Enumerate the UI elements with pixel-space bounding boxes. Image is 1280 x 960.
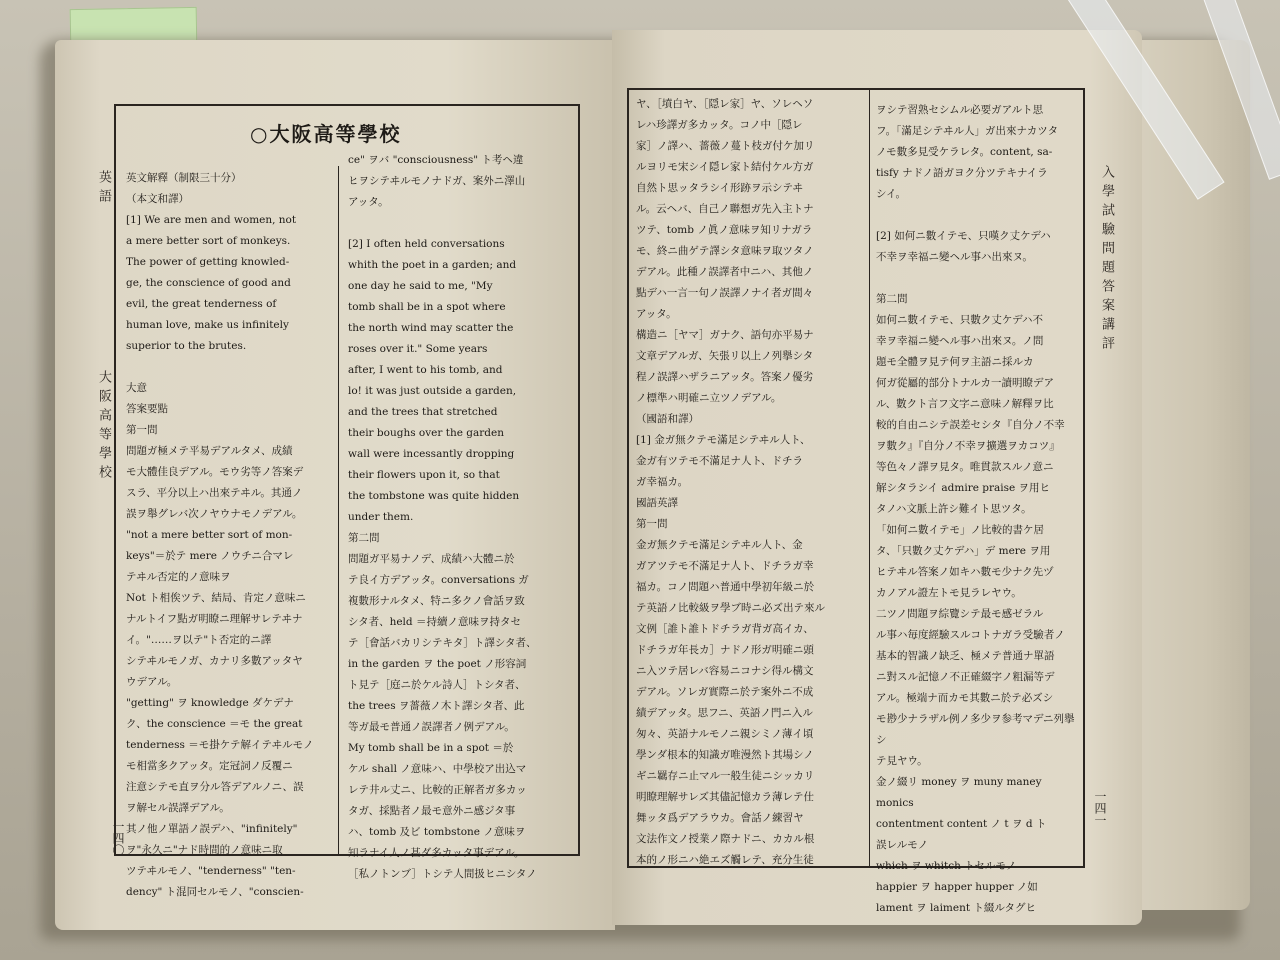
right-col2-line: 二ツノ問題ヲ綜覽シテ最モ感ゼラル [876,608,1044,620]
left-col2-line: 第二問 [348,532,380,544]
left-col1-line: テヰル否定的ノ意味ヲ [126,571,231,583]
right-col1-line: 國語英譯 [636,497,678,509]
left-side-subject: 英語 [96,170,111,208]
right-col2-line: アル。極端ナ而カモ其數ニ於テ必ズシ [876,692,1054,704]
right-col1-line: 匆々、英語ナルモノニ親シミノ薄イ頃 [636,728,814,740]
left-col1-line: 英文解釋（制限三十分） [126,172,242,184]
right-col1-line: ルヨリモ宋シイ隠レ家ト結付ケル方ガ [636,161,814,173]
left-col2-line: タガ、採點者ノ最モ意外ニ感ジタ事 [348,805,516,817]
left-col1-line: Not ト相俟ツテ、結局、肯定ノ意味ニ [126,592,306,604]
left-col2-line: under them. [348,511,414,523]
left-col2-line: テ良イ方デアッタ。conversations ガ [348,574,529,586]
left-col2-line: ハ、tomb 及ビ tombstone ノ意味ヲ [348,826,526,838]
right-col1-line: 明瞭理解サレズ其儘記憶カラ薄レテ仕 [636,791,814,803]
right-col1-line: 文例［誰ト誰トドチラガ背ガ高イカ、 [636,623,814,635]
left-col1-line: ク、the conscience ＝モ the great [126,718,303,730]
left-col2-line: lo! it was just outside a garden, [348,385,517,397]
left-col1-line: 其ノ他ノ單語ノ誤デハ、"infinitely" [126,823,298,835]
right-col1-line: 績デアッタ。思フニ、英語ノ門ニ入ル [636,707,813,719]
left-col1-line: イ。"……ヲ以テ"ト否定的ニ譯 [126,634,272,646]
left-col2-line: their boughs over the garden [348,427,504,439]
right-col2-line [876,268,1078,289]
left-col1-line: [1] We are men and women, not [126,214,297,226]
left-col1-line: dency" ト混同セルモノ、"conscien- [126,886,304,898]
left-col1-line: keys"＝於テ mere ノウチニ合マレ [126,550,294,562]
left-col1-line: superior to the brutes. [126,340,247,352]
left-col2-line: in the garden ヲ the poet ノ形容詞 [348,658,527,670]
right-col1-line: 構造ニ［ヤマ］ガナク、語句亦平易ナ [636,329,814,341]
right-col1-line: 第一問 [636,518,668,530]
right-col1-line: アッタ。 [636,308,677,320]
right-column-1 [636,94,868,871]
right-col2-line: シイ。 [876,188,907,200]
left-page-number: 一四〇 [111,820,125,856]
right-col2-line: 基本的智識ノ缺乏、極メテ普通ナ單語 [876,650,1055,662]
left-col2-line: the north wind may scatter the [348,322,514,334]
right-col2-line: ヲシテ習熟セシムル必要ガアルト思 [876,104,1044,116]
right-col2-line: タノハ文脈上許シ難イト思ツタ。 [876,503,1032,515]
right-col2-line: 第二問 [876,293,908,305]
left-col2-line: the tombstone was quite hidden [348,490,520,502]
right-col2-line: ヒテヰル答案ノ如キハ數モ少ナク先ヅ [876,566,1054,578]
right-col1-line: 本的ノ形ニハ絶エズ觸レテ、充分生徒 [636,854,814,866]
left-side-school: 大阪高等學校 [96,370,111,484]
left-col1-line: The power of getting knowled- [126,256,290,268]
right-col2-line: 幸ヲ幸福ニ變ヘル事ハ出來ヌ。ノ問 [876,335,1044,347]
left-col2-line: ［私ノトンブ］トシテ人間扱ヒニシタノ [348,868,537,880]
right-col1-line: 學ンダ根本的知識ガ唯漫然ト其場シノ [636,749,814,761]
left-col1-line: 問題ガ極メテ平易デアルタメ、成績 [126,445,293,457]
left-col2-line: whith the poet in a garden; and [348,259,517,271]
left-col1-line: human love, make us infinitely [126,319,289,331]
right-side-title: 入學試驗問題答案講評 [1099,165,1114,355]
page-title: ○大阪高等學校 [250,122,402,146]
left-col2-line: after, I went to his tomb, and [348,364,503,376]
right-col2-line: 較的自由ニシテ誤差セシタ『自分ノ不幸 [876,419,1065,431]
left-col2-line: ケル shall ノ意味ハ、中學校ア出込マ [348,763,527,775]
right-col1-line: 自然ト思ッタラシイ形跡ヲ示シテヰ [636,182,804,194]
right-col2-line: ニ對スル記憶ノ不正確綴字ノ粗漏等デ [876,671,1055,683]
right-col2-line: 誤レルモノ [876,839,929,851]
right-col2-line: フ。「滿足シテヰル人」ガ出來ナカツタ [876,125,1059,137]
right-col2-line: タ、「只數ク丈ケデハ」デ mere ヲ用 [876,545,1051,557]
left-col2-line: 等ガ最モ普通ノ誤譯者ノ例デアル。 [348,721,515,733]
left-col1-line: ヲ"永久ニ"ナド時間的ノ意味ニ取 [126,844,283,856]
right-col1-line: [1] 金ガ無クテモ滿足シテヰル人ト、 [636,434,811,446]
left-col2-line: ヒヲシテヰルモノナドガ、案外ニ澤山 [348,175,526,187]
left-col2-line [348,213,572,234]
right-col1-line: 福カ。コノ問題ハ普通中學初年級ニ於 [636,581,815,593]
left-col1-line: スラ、平分以上ハ出來テヰル。其通ノ [126,487,303,499]
left-col2-line: 問題ガ平易ナノデ、成績ハ大體ニ於 [348,553,515,565]
left-col1-line: 第一問 [126,424,158,436]
left-col2-line: the trees ヲ薔薇ノ木ト譯シタ者、此 [348,700,525,712]
left-col1-line: ナルトイフ點ガ明瞭ニ理解サレテヰナ [126,613,303,625]
left-col1-line: 誤ヲ舉グレバ次ノヤウナモノデアル。 [126,508,303,520]
right-col2-line: contentment content ノ t ヲ d ト [876,818,1047,830]
left-column-2 [348,150,572,885]
right-col2-line: 解シタラシイ admire praise ヲ用ヒ [876,482,1051,494]
left-col2-line: wall were incessantly dropping [348,448,515,460]
right-col1-line: デアル。此種ノ誤譯者中ニハ、其他ノ [636,266,814,278]
right-col2-line: lament ヲ laiment ト綴ルタグヒ [876,902,1036,914]
right-col2-line: monics [876,797,914,809]
left-col1-line: 答案要點 [126,403,168,415]
left-column-1 [126,168,340,903]
left-col1-line: （本文和譯） [126,193,189,205]
left-col1-line: ツテヰルモノ、"tenderness" "ten- [126,865,296,877]
right-col2-line [876,205,1078,226]
left-col1-line: 大意 [126,382,147,394]
right-col2-line: ル、數クト言フ文字ニ意味ノ解釋ヲ比 [876,398,1054,410]
right-col1-line: ヤ、［墳白ヤ、［隠レ家］ヤ、ソレヘソ [636,98,814,110]
left-col1-line [126,357,340,378]
left-col1-line: ヲ解セル誤譯デアル。 [126,802,230,814]
right-col1-line: ニ入ツテ居レバ容易ニコナシ得ル構文 [636,665,814,677]
right-col2-line: happier ヲ happer hupper ノ如 [876,881,1038,893]
right-col1-line: 家］ノ譯ハ、薔薇ノ蔓ト枝ガ付ケ加リ [636,140,815,152]
right-col1-line: ル。云ヘバ、自己ノ聯想ガ先入主トナ [636,203,814,215]
right-col2-line: 金ノ綴リ money ヲ muny maney [876,776,1042,788]
left-col2-line: ト見テ［庭ニ於ケル詩人］トシタ者、 [348,679,526,691]
right-col1-line: 金ガ無クテモ滿足シテヰル人ト、金 [636,539,803,551]
left-col2-line: one day he said to me, "My [348,280,493,292]
right-col1-line: 文法作文ノ授業ノ際ナドニ、カカル根 [636,833,815,845]
right-col1-line: ガアツテモ不滿足ナ人ト、ドチラガ幸 [636,560,814,572]
right-col2-line: ヲ數ク』『自分ノ不幸ヲ擴選ヲカコツ』 [876,440,1060,452]
left-col2-line: アッタ。 [348,196,389,208]
right-col1-line: （國語和譯） [636,413,699,425]
left-col2-line: テ［會話バカリシテキタ］ト譯シタ者、 [348,637,537,649]
right-col2-line: tisfy ナドノ語ガヨク分ツテキナイラ [876,167,1048,179]
left-col2-line: レテ井ル丈ニ、比較的正解者ガ多カッ [348,784,527,796]
left-col2-line: My tomb shall be in a spot ＝於 [348,742,514,754]
right-col1-line: テ英語ノ比較級ヲ學ブ時ニ必ズ出テ來ル [636,602,825,614]
left-col2-line: and the trees that stretched [348,406,498,418]
right-col1-line: レハ珍譯ガ多カッタ。コノ中［隠レ [636,119,803,131]
right-col2-line: 不幸ヲ幸福ニ變ヘル事ハ出來ヌ。 [876,251,1033,263]
left-col2-line: [2] I often held conversations [348,238,505,250]
right-col2-line: 等色々ノ譯ヲ見タ。唯貫款スルノ意ニ [876,461,1054,473]
right-col1-line: 舞ッタ爲デアラウカ。會話ノ練習ヤ [636,812,804,824]
right-col1-line: 點デハ一言一句ノ誤譯ノナイ者ガ間々 [636,287,814,299]
right-col1-line: ギニ羈存ニ止マル一般生徒ニシッカリ [636,770,815,782]
left-col2-line: tomb shall be in a spot where [348,301,506,313]
left-col1-line: モ相當多クアッタ。定冠詞ノ反覆ニ [126,760,293,772]
left-col1-line: シテヰルモノガ、カナリ多數アッタヤ [126,655,303,667]
left-col1-line: tenderness ＝モ掛ケテ解イテヰルモノ [126,739,314,751]
left-col2-line: ce" ヲバ "consciousness" ト考ヘ違 [348,154,524,166]
right-col2-line: 如何ニ數イテモ、只數ク丈ケデハ不 [876,314,1044,326]
right-col1-line: デアル。ソレガ實際ニ於テ案外ニ不成 [636,686,814,698]
right-col1-line: 程ノ誤譯ハザラニアッタ。答案ノ優劣 [636,371,814,383]
left-col2-line: 知ラナイ人ノ甚ダ多カッタ事デアル。 [348,847,525,859]
left-col1-line: "not a mere better sort of mon- [126,529,293,541]
right-col1-line: 文章デアルガ、矢張リ以上ノ列擧シタ [636,350,814,362]
left-col2-line: roses over it." Some years [348,343,488,355]
right-col1-line: モ、終ニ曲ゲテ譯シタ意味ヲ取ツタノ [636,245,814,257]
right-col2-line: 題モ全體ヲ見テ何ヲ主語ニ採ルカ [876,356,1034,368]
left-col1-line: evil, the great tenderness of [126,298,277,310]
right-col2-line: モ尠少ナラザル例ノ多少ヲ参考マデニ列擧シ [876,713,1075,746]
left-col2-line: 複數形ナルタメ、特ニ多クノ會話ヲ致 [348,595,525,607]
right-col1-line: ガ幸福カ。 [636,476,689,488]
right-col2-line: カノアル證左トモ見ラレヤウ。 [876,587,1022,599]
left-col1-line: ge, the conscience of good and [126,277,291,289]
left-col2-line: their flowers upon it, so that [348,469,500,481]
left-col1-line: モ大體佳良デアル。モウ劣等ノ答案デ [126,466,304,478]
right-col2-line: which ヲ whitch トセルモノ [876,860,1017,872]
right-col2-line: 何ガ從屬的部分トナルカ一讀明瞭デア [876,377,1054,389]
right-col1-line: 金ガ有ツテモ不滿足ナ人ト、ドチラ [636,455,804,467]
left-col1-line: ウデアル。 [126,676,178,688]
right-col1-line: ドチラガ年長カ］ナドノ形ガ明確ニ頭 [636,644,814,656]
left-col1-line: 注意シテモ直ヲ分ル答デアルノニ、誤 [126,781,304,793]
right-col2-line: ル事ハ毎度經驗スルコトナガラ受驗者ノ [876,629,1065,641]
left-col1-line: a mere better sort of monkeys. [126,235,291,247]
right-page-number: 一四一 [1093,790,1107,826]
right-col2-line: [2] 如何ニ數イテモ、只嘆ク丈ケデハ [876,230,1051,242]
right-col1-line: ツテ、tomb ノ眞ノ意味ヲ知リナガラ [636,224,813,236]
left-col1-line: "getting" ヲ knowledge ダケデナ [126,697,294,709]
right-col1-line: ノ標準ハ明確ニ立ツノデアル。 [636,392,782,404]
right-column-2 [876,100,1078,919]
right-col2-line: 「如何ニ數イテモ」ノ比較的書ケ居 [876,524,1044,536]
right-column-divider [869,90,870,866]
left-col2-line: シタ者、held ＝持續ノ意味ヲ持タセ [348,616,521,628]
right-col2-line: ノモ數多見受ケラレタ。content, sa- [876,146,1053,158]
right-col2-line: テ見ヤウ。 [876,755,928,767]
